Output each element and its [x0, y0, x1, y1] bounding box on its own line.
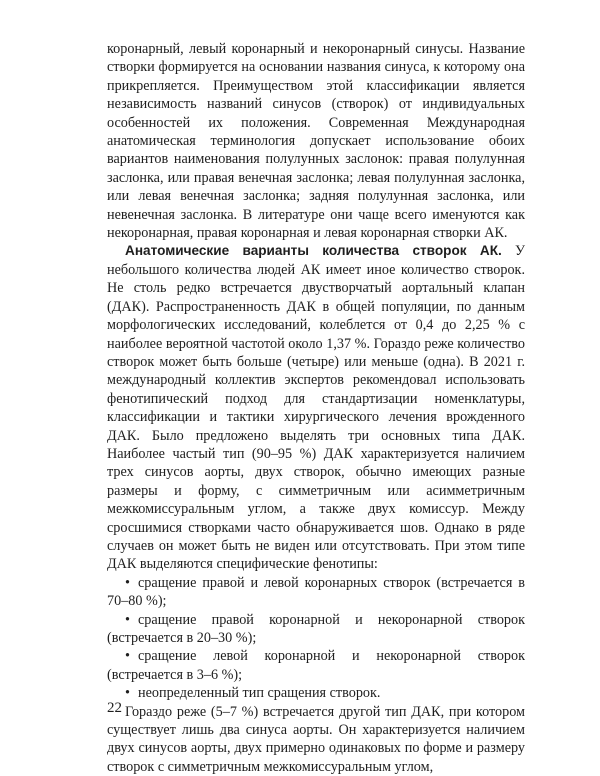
bullet-icon: •: [125, 574, 130, 591]
section-paragraph: [107, 242, 525, 573]
page-text-block: [107, 40, 525, 776]
bullet-icon: •: [125, 611, 130, 628]
list-item: [107, 611, 525, 648]
intro-paragraph: коронарный, левый коронарный и некоронарный синусы. Название створки формируется на основании названия синуса, к которому она прикрепляется. Преимуществом этой классификации является независимость названий синусов (створок) от индивидуальных особенностей их положения. Современная Международная анатомическая терминология допускает использование обоих вариантов наименования полулунных заслонок: правая полулунная заслонка, или правая венечная заслонка; левая полулунная заслонка, или левая венечная заслонка; задняя полулунная заслонка, или невенечная заслонка. В литературе они чаще всего именуются как некоронарная, правая коронарная и левая коронарная створки АК.: [107, 41, 525, 242]
list-item-text: неопределенный тип сращения створок.: [138, 685, 381, 702]
list-item-text: сращение левой коронарной и некоронарной створок (встречается в 3–6 %);: [107, 648, 525, 683]
page-number: 22: [107, 700, 122, 716]
bullet-icon: •: [125, 648, 130, 665]
section-heading: Анатомические варианты количества створок АК.: [125, 243, 502, 259]
section-paragraph-text: У небольшого количества людей АК имеет иное количество створок. Не столь редко встречается двустворчатый аортальный клапан (ДАК). Распространенность ДАК в общей популяции, по данным морфологических исследований, колеблется от 0,4 до 2,25 % с наиболее вероятной частотой около 1,37 %. Гораздо реже количество створок может быть больше (четыре) или меньше (одна). В 2021 г. международный коллектив экспертов рекомендовал использовать фенотипический подход для стандартизации номенклатуры, классификации и тактики хирургического лечения врожденного ДАК. Было предложено выделять три основных типа ДАК. Наиболее частый тип (90–95 %) ДАК характеризуется наличием трех синусов аорты, двух створок, обычно имеющих разные размеры и форму, с симметричным или асимметричным межкомиссуральным углом, а также двух комиссур. Между сросшимися створками часто обнаруживается шов. Однако в ряде случаев он может быть не виден или отсутствовать. При этом типе ДАК выделяются специфические фенотипы:: [107, 243, 525, 573]
list-item: [107, 684, 525, 702]
phenotype-list: [107, 574, 525, 703]
closing-paragraph: Гораздо реже (5–7 %) встречается другой тип ДАК, при котором существует лишь два синуса аорты. Он характеризуется наличием двух синусов аорты, двух примерно одинаковых по форме и размеру створок с симметричным межкомиссуральным углом,: [107, 703, 525, 775]
list-item-text: сращение правой и левой коронарных створок (встречается в 70–80 %);: [107, 574, 525, 610]
list-item-text: сращение правой коронарной и некоронарной створок (встречается в 20–30 %);: [107, 611, 525, 646]
list-item: [107, 574, 525, 611]
bullet-icon: •: [125, 685, 130, 702]
list-item: [107, 647, 525, 684]
